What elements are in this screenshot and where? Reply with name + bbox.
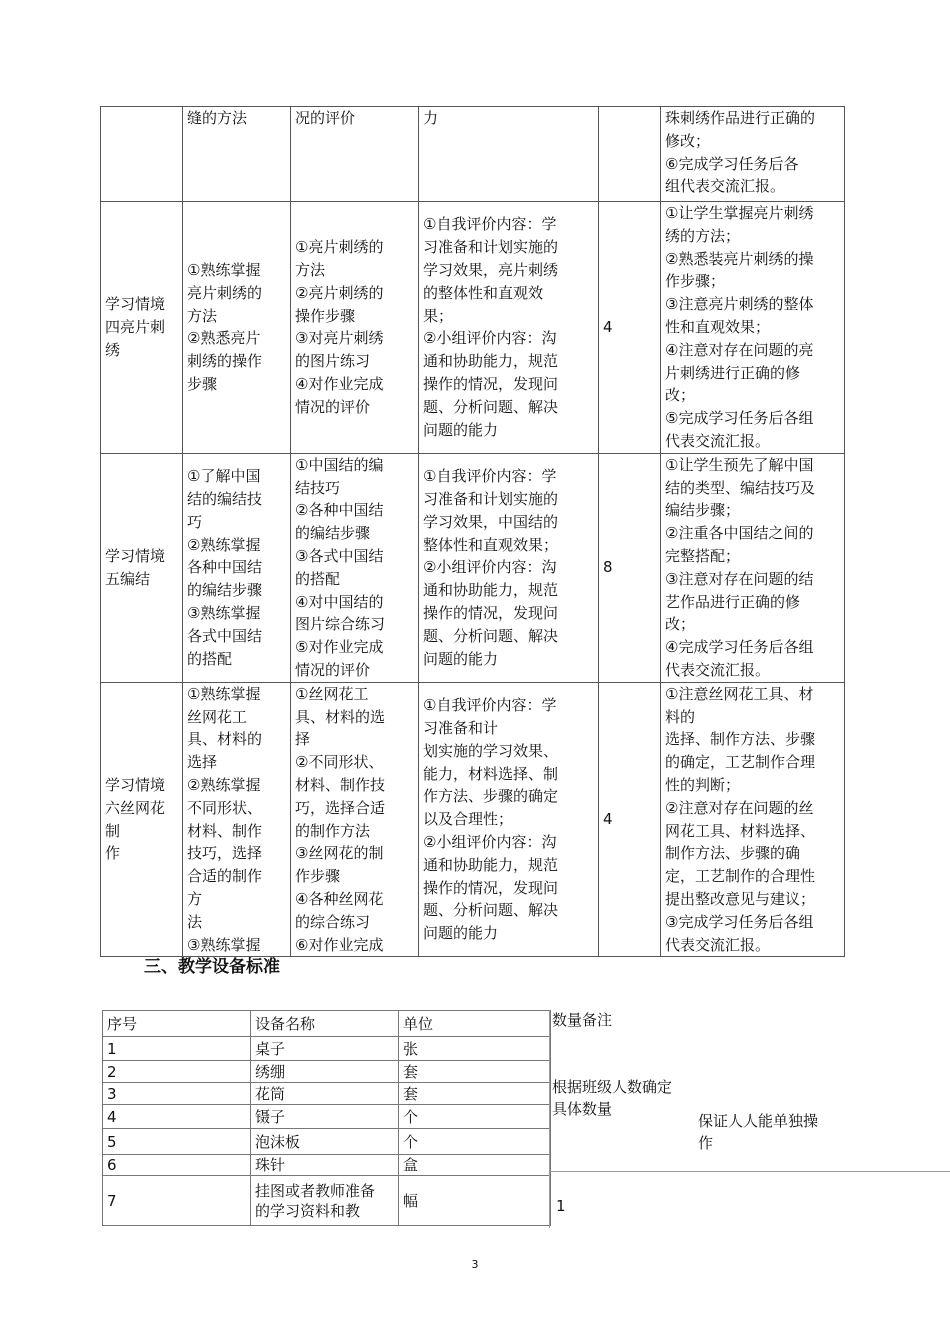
header-name: 设备名称	[251, 1011, 399, 1037]
quantity-notes-header: 数量备注	[552, 1011, 613, 1029]
hours-cell: 4	[599, 682, 661, 957]
situation-cell: 学习情境 五编结	[101, 453, 183, 682]
hours-cell: 8	[599, 453, 661, 682]
table-border-line	[549, 1171, 950, 1172]
table-row: 3 花筒 套	[103, 1083, 551, 1105]
evaluation-cell: ①自我评价内容：学 习准备和计划实施的 学习效果，亮片刺绣 的整体性和直观效 果； ②小组评价内容：沟 通和协助能力，规范 操作的情况，发现问 题、分析问题、解决 问题的能力	[419, 202, 599, 454]
content-cell: ①丝网花工 具、材料的选 择 ②不同形状、 材料、制作技 巧，选择合适 的制作方法 ③丝网花的制 作步骤 ④各种丝网花 的综合练习 ⑥对作业完成	[291, 682, 419, 957]
notes-cell: 珠刺绣作品进行正确的 修改； ⑥完成学习任务后各 组代表交流汇报。	[661, 107, 845, 202]
table-row: 7 挂图或者教师准备 的学习资料和教 幅	[103, 1176, 551, 1226]
header-index: 序号	[103, 1011, 251, 1037]
header-unit: 单位	[399, 1011, 551, 1037]
table-border-line	[549, 1010, 550, 1228]
content-cell: 况的评价	[291, 107, 419, 202]
objectives-cell: ①熟练掌握 丝网花工 具、材料的 选择 ②熟练掌握 不同形状、 材料、制作 技巧，选择 合适的制作 方 法 ③熟练掌握	[183, 682, 291, 957]
evaluation-cell: ①自我评价内容：学 习准备和计划实施的 学习效果，中国结的 整体性和直观效果； ②小组评价内容：沟 通和协助能力，规范 操作的情况，发现问 题、分析问题、解决 问题的能力	[419, 453, 599, 682]
situation-cell: 学习情境 四亮片刺 绣	[101, 202, 183, 454]
situation-cell: 学习情境 六丝网花 制 作	[101, 682, 183, 957]
evaluation-cell: ①自我评价内容：学 习准备和计 划实施的学习效果、 能力，材料选择、制 作方法、步骤的确定 以及合理性； ②小组评价内容：沟 通和协助能力，规范 操作的情况，发现问 题、分析问题、解决 问题的能力	[419, 682, 599, 957]
last-quantity: 1	[556, 1197, 566, 1215]
evaluation-cell: 力	[419, 107, 599, 202]
teaching-content-table	[100, 106, 845, 957]
notes-cell: ①让学生掌握亮片刺绣 绣的方法； ②熟悉装亮片刺绣的操 作步骤； ③注意亮片刺绣的整体 性和直观效果； ④注意对存在问题的亮 片刺绣进行正确的修 改； ⑤完成学习任务后各组 代表交流汇报。	[661, 202, 845, 454]
table-header-row	[103, 1011, 551, 1037]
table-row: 4 镊子 个	[103, 1105, 551, 1129]
notes-text: 保证人人能单独操 作	[698, 1112, 819, 1152]
hours-cell	[599, 107, 661, 202]
objectives-cell: 缝的方法	[183, 107, 291, 202]
notes-cell: ①让学生预先了解中国 结的类型、编结技巧及 编结步骤； ②注重各中国结之间的 完整搭配； ③注意对存在问题的结 艺作品进行正确的修 改； ④完成学习任务后各组 代表交流汇报。	[661, 453, 845, 682]
equipment-table	[102, 1010, 551, 1226]
hours-cell: 4	[599, 202, 661, 454]
content-cell: ①亮片刺绣的 方法 ②亮片刺绣的 操作步骤 ③对亮片刺绣 的图片练习 ④对作业完成 情况的评价	[291, 202, 419, 454]
quantity-text: 根据班级人数确定 具体数量	[552, 1078, 673, 1118]
table-row	[101, 202, 845, 454]
table-row	[101, 107, 845, 202]
content-cell: ①中国结的编 结技巧 ②各种中国结 的编结步骤 ③各式中国结 的搭配 ④对中国结的 图片综合练习 ⑤对作业完成 情况的评价	[291, 453, 419, 682]
objectives-cell: ①熟练掌握 亮片刺绣的 方法 ②熟悉亮片 刺绣的操作 步骤	[183, 202, 291, 454]
table-row: 1 桌子 张	[103, 1037, 551, 1061]
objectives-cell: ①了解中国 结的编结技 巧 ②熟练掌握 各种中国结 的编结步骤 ③熟练掌握 各式中国结 的搭配	[183, 453, 291, 682]
notes-cell: ①注意丝网花工具、材 料的 选择、制作方法、步骤 的确定，工艺制作合理 性的判断； ②注意对存在问题的丝 网花工具、材料选择、 制作方法、步骤的确 定，工艺制作的合理性 提出整改意见与建议； ③完成学习任务后各组 代表交流汇报。	[661, 682, 845, 957]
situation-cell	[101, 107, 183, 202]
table-row: 2 绣绷 套	[103, 1061, 551, 1083]
table-row: 6 珠针 盒	[103, 1155, 551, 1176]
table-row	[101, 453, 845, 682]
section-title: 三、教学设备标准	[144, 957, 280, 977]
table-row	[101, 682, 845, 957]
page-number: 3	[471, 1258, 479, 1271]
table-row: 5 泡沫板 个	[103, 1129, 551, 1155]
